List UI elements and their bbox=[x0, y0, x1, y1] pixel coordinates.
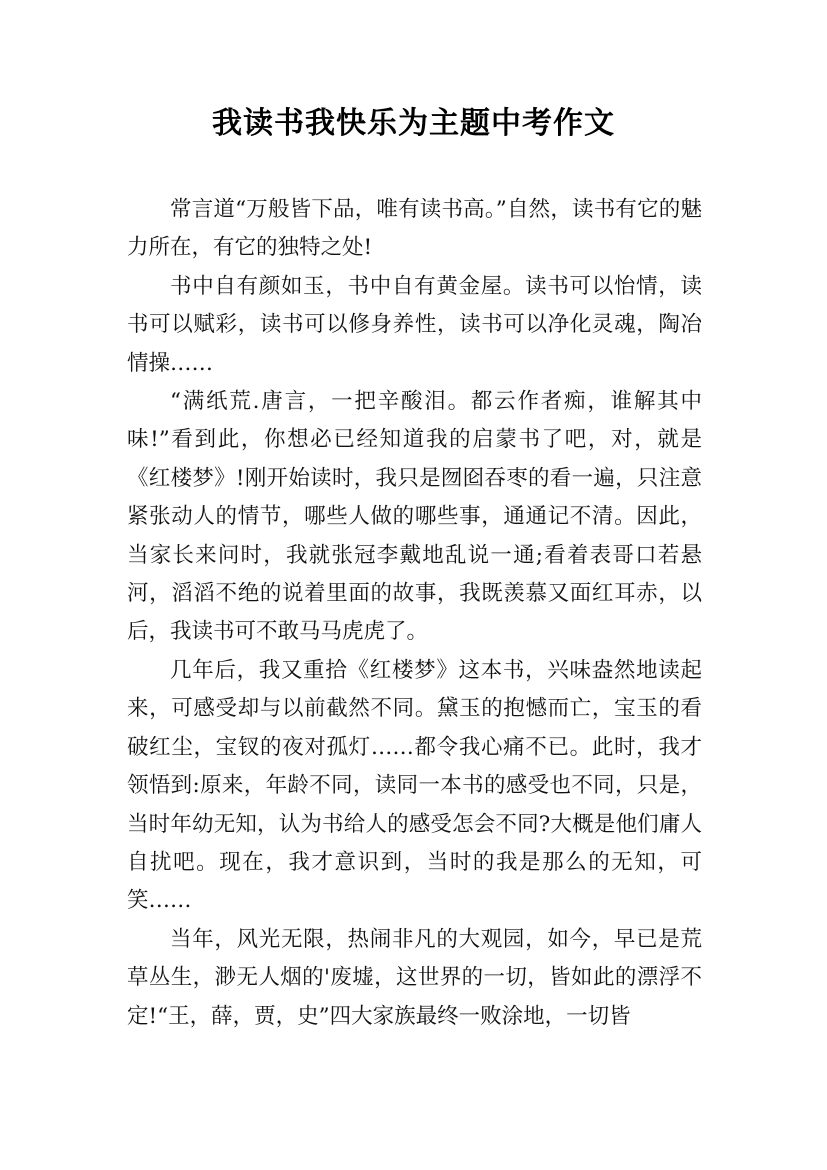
paragraph: 书中自有颜如玉，书中自有黄金屋。读书可以怡情，读书可以赋彩，读书可以修身养性，读书可以净化灵魂，陶冶情操…… bbox=[127, 273, 702, 376]
paragraph: 几年后，我又重拾《红楼梦》这本书，兴味盎然地读起来，可感受却与以前截然不同。黛玉的抱憾而亡，宝玉的看破红尘，宝钗的夜对孤灯……都令我心痛不已。此时，我才领悟到:原来，年龄不同，读同一本书的感受也不同，只是，当时年幼无知，认为书给人的感受怎会不同?大概是他们庸人自扰吧。现在，我才意识到，当时的我是那么的无知，可笑…… bbox=[127, 657, 702, 914]
paragraph: “满纸荒.唐言，一把辛酸泪。都云作者痴，谁解其中味!”看到此，你想必已经知道我的启蒙书了吧，对，就是《红楼梦》!刚开始读时，我只是囫囵吞枣的看一遍，只注意紧张动人的情节，哪些人做的哪些事，通通记不清。因此，当家长来问时，我就张冠李戴地乱说一通;看着表哥口若悬河，滔滔不绝的说着里面的故事，我既羡慕又面红耳赤，以后，我读书可不敢马马虎虎了。 bbox=[127, 389, 702, 645]
document-body bbox=[127, 191, 702, 1036]
paragraph: 当年，风光无限，热闹非凡的大观园，如今，早已是荒草丛生，渺无人烟的'废墟，这世界的一切，皆如此的漂浮不定!“王，薛，贾，史”四大家族最终一败涂地，一切皆 bbox=[127, 926, 702, 1029]
paragraph: 常言道“万般皆下品，唯有读书高。”自然，读书有它的魅力所在，有它的独特之处! bbox=[127, 197, 702, 261]
document-title: 我读书我快乐为主题中考作文 bbox=[212, 106, 615, 141]
